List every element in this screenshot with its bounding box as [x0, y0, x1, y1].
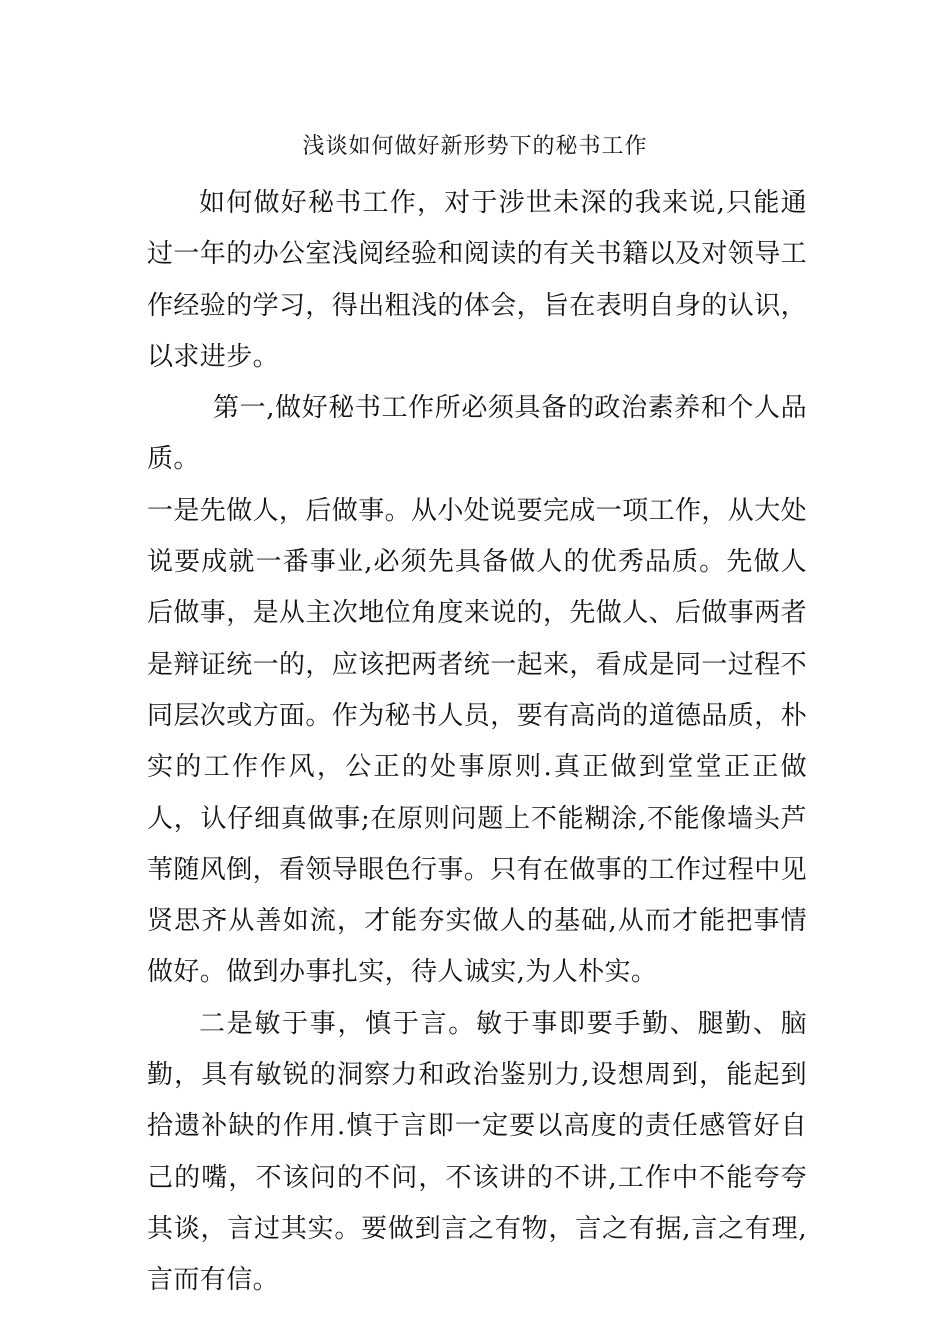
paragraph-intro: 如何做好秘书工作，对于涉世未深的我来说,只能通过一年的办公室浅阅经验和阅读的有关书籍以及对领导工作经验的学习，得出粗浅的体会，旨在表明自身的认识，以求进步。	[147, 188, 808, 372]
paragraph-section-one-heading: 第一,做好秘书工作所必须具备的政治素养和个人品质。	[147, 393, 807, 475]
document-body	[147, 178, 807, 1307]
paragraph-point-two: 二是敏于事，慎于言。敏于事即要手勤、腿勤、脑勤，具有敏锐的洞察力和政治鉴别力,设想周到，能起到拾遗补缺的作用.慎于言即一定要以高度的责任感管好自己的嘴，不该问的不问，不该讲的不讲,工作中不能夸夸其谈，言过其实。要做到言之有物，言之有据,言之有理,言而有信。	[147, 1008, 807, 1296]
document-title: 浅谈如何做好新形势下的秘书工作	[302, 134, 648, 159]
paragraph-point-one: 一是先做人，后做事。从小处说要完成一项工作，从大处说要成就一番事业,必须先具备做人的优秀品质。先做人后做事，是从主次地位角度来说的，先做人、后做事两者是辩证统一的，应该把两者统一起来，看成是同一过程不同层次或方面。作为秘书人员，要有高尚的道德品质，朴实的工作作风，公正的处事原则.真正做到堂堂正正做人，认仔细真做事;在原则问题上不能糊涂,不能像墙头芦苇随风倒，看领导眼色行事。只有在做事的工作过程中见贤思齐从善如流，才能夯实做人的基础,从而才能把事情做好。做到办事扎实，待人诚实,为人朴实。	[147, 495, 808, 988]
